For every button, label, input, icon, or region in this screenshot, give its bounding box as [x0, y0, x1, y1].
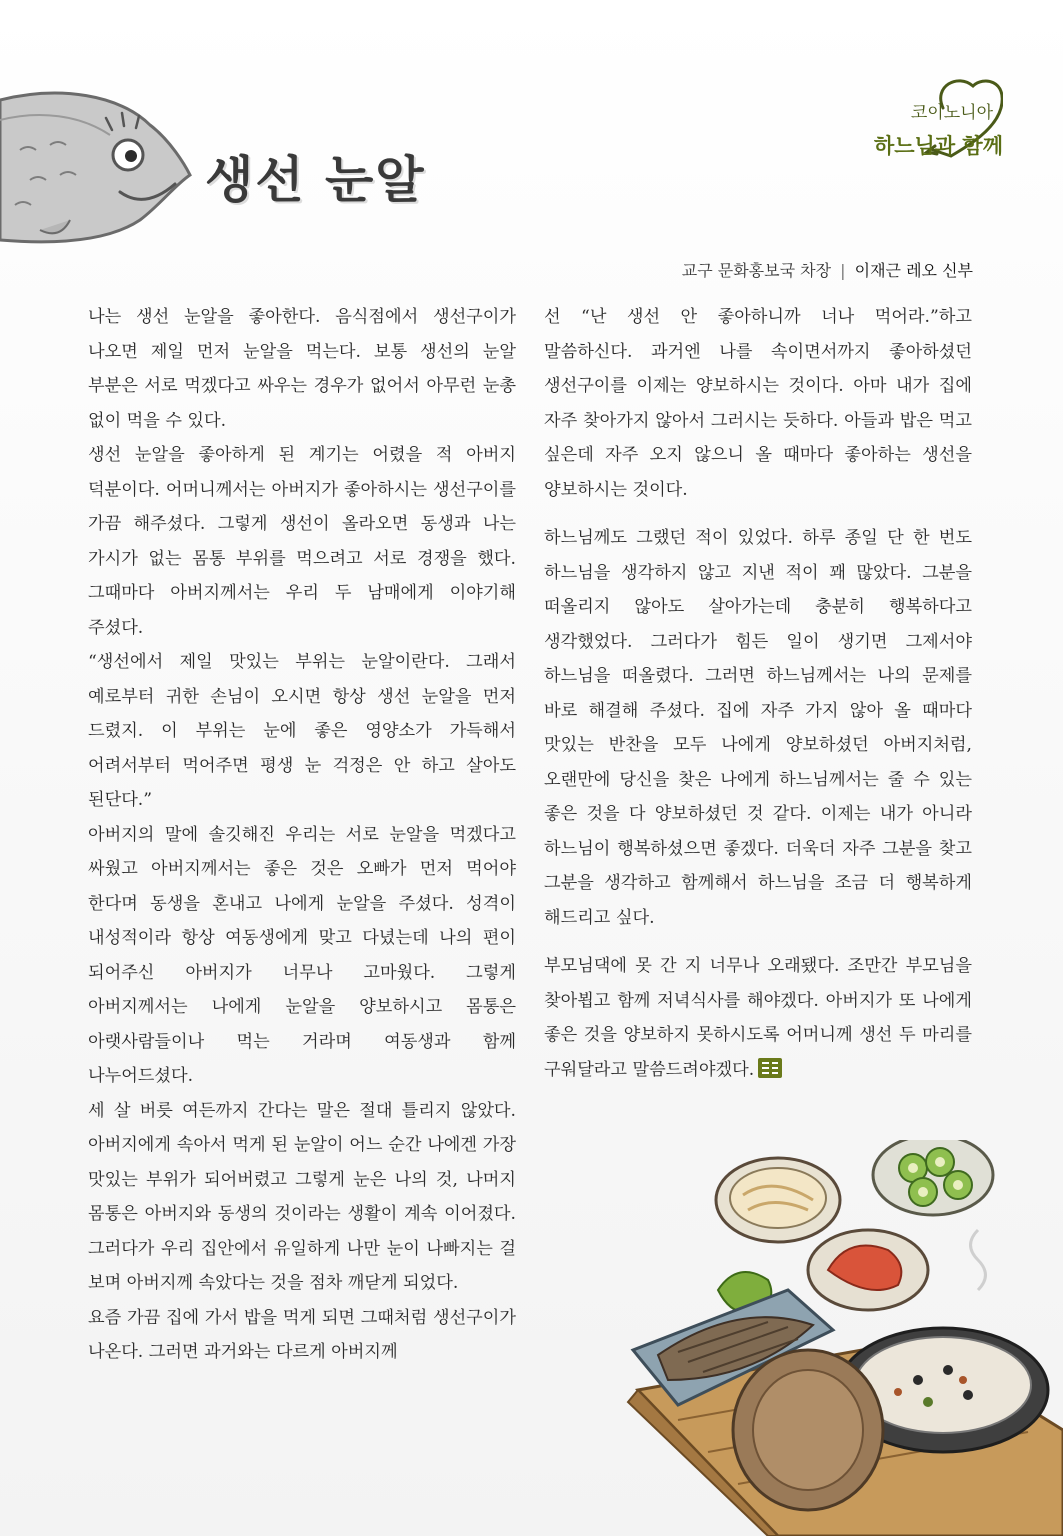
- byline: [682, 258, 973, 281]
- korean-meal-illustration: [618, 1140, 1063, 1536]
- brand-small-text: 코이노니아: [910, 103, 993, 123]
- paragraph: 생선 눈알을 좋아하게 된 계기는 어렸을 적 아버지 덕분이다. 어머니께서는 아버지가 좋아하시는 생선구이를 가끔 해주셨다. 그렇게 생선이 올라오면 동생과 나는 가시가 없는 몸통 부위를 먹으려고 서로 경쟁을 했다. 그때마다 아버지께서는 우리 두 남매에게 이야기해 주셨다.: [88, 445, 516, 638]
- page-title: 생선 눈알: [205, 151, 426, 209]
- paragraph: “생선에서 제일 맛있는 부위는 눈알이란다. 그래서 예로부터 귀한 손님이 오시면 항상 생선 눈알을 먼저 드렸지. 이 부위는 눈에 좋은 영양소가 가득해서 어려서부터 먹어주면 평생 눈 걱정은 안 하고 살아도 된단다.”: [88, 652, 516, 810]
- paragraph: 아버지의 말에 솔깃해진 우리는 서로 눈알을 먹겠다고 싸웠고 아버지께서는 좋은 것은 오빠가 먼저 먹어야 한다며 동생을 혼내고 나에게 눈알을 주셨다. 성격이 내성적이라 항상 여동생에게 맞고 다녔는데 나의 편이 되어주신 아버지가 너무나 고마웠다. 그렇게 아버지께서는 나에게 눈알을 양보하시고 몸통은 아랫사람들이나 먹는 거라며 여동생과 함께 나누어드셨다.: [88, 824, 516, 1086]
- byline-separator: |: [840, 261, 846, 280]
- paragraph: 하느님께도 그랬던 적이 있었다. 하루 종일 단 한 번도 하느님을 생각하지 않고 지낸 적이 꽤 많았다. 그분을 떠올리지 않아도 살아가는데 충분히 행복하다고 생각했었다. 그러다가 힘든 일이 생기면 그제서야 하느님을 떠올렸다. 그러면 하느님께서는 나의 문제를 바로 해결해 주셨다. 집에 자주 가지 않아 올 때마다 맛있는 반찬을 모두 나에게 양보하셨던 아버지처럼, 오랜만에 당신을 찾은 나에게 하느님께서는 줄 수 있는 좋은 것을 다 양보하셨던 것 같다. 이제는 내가 아니라 하느님이 행복하셨으면 좋겠다. 더욱더 자주 그분을 찾고 그분을 생각하고 함께해서 하느님을 조금 더 행복하게 해드리고 싶다.: [544, 528, 972, 928]
- paragraph: 요즘 가끔 집에 가서 밥을 먹게 되면 그때처럼 생선구이가 나온다. 그러면 과거와는 다르게 아버지께: [88, 1307, 516, 1362]
- end-mark-icon: [758, 1058, 782, 1078]
- paragraph-final-text: 부모님댁에 못 간 지 너무나 오래됐다. 조만간 부모님을 찾아뵙고 함께 저녁식사를 해야겠다. 아버지가 또 나에게 좋은 것을 양보하지 못하시도록 어머니께 생선 두 마리를 구워달라고 말씀드려야겠다.: [544, 956, 972, 1080]
- brand-main-text: 하느님과 함께: [873, 134, 1003, 158]
- paragraph-final: [544, 949, 972, 1087]
- fish-illustration: [0, 80, 200, 260]
- paragraph: 선 “난 생선 안 좋아하니까 너나 먹어라.”하고 말씀하신다. 과거엔 나를 속이면서까지 좋아하셨던 생선구이를 이제는 양보하시는 것이다. 아마 내가 집에 자주 찾아가지 않아서 그러시는 듯하다. 아들과 밥은 먹고 싶은데 자주 오지 않으니 올 때마다 좋아하는 생선을 양보하시는 것이다.: [544, 307, 972, 500]
- right-column: [544, 300, 972, 1087]
- left-column: [88, 300, 516, 1370]
- byline-role: 교구 문화홍보국 차장: [681, 261, 832, 280]
- paragraph: 나는 생선 눈알을 좋아한다. 음식점에서 생선구이가 나오면 제일 먼저 눈알을 먹는다. 보통 생선의 눈알 부분은 서로 먹겠다고 싸우는 경우가 없어서 아무런 눈총 없이 먹을 수 있다.: [88, 307, 516, 431]
- paragraph: 세 살 버릇 여든까지 간다는 말은 절대 틀리지 않았다. 아버지에게 속아서 먹게 된 눈알이 어느 순간 나에겐 가장 맛있는 부위가 되어버렸고 그렇게 눈은 나의 것, 나머지 몸통은 아버지와 동생의 것이라는 생활이 계속 이어졌다. 그러다가 우리 집안에서 유일하게 나만 눈이 나빠지는 걸 보며 아버지께 속았다는 것을 점차 깨닫게 되었다.: [88, 1100, 516, 1293]
- byline-name: 이재근 레오 신부: [854, 261, 973, 280]
